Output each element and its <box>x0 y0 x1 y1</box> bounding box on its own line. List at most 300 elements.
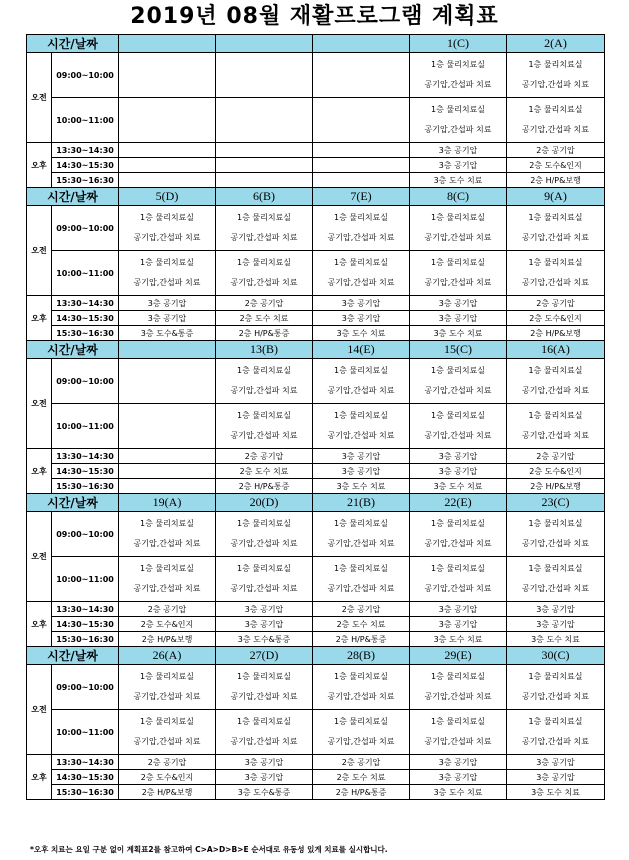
day-header: 22(E) <box>410 494 507 512</box>
am-session-cell <box>119 53 216 98</box>
am-session-cell <box>216 98 313 143</box>
session-location: 1층 물리치료실 <box>528 60 583 69</box>
am-session-cell <box>313 206 410 251</box>
pm-session-cell <box>313 143 410 158</box>
am-session-cell <box>119 251 216 296</box>
am-session-cell <box>507 359 605 404</box>
pm-session-cell: 3층 도수&통증 <box>119 326 216 341</box>
am-slot-row <box>27 665 605 710</box>
pm-slot-row <box>27 326 605 341</box>
pm-session-cell: 3층 도수 치료 <box>410 173 507 188</box>
am-session-cell <box>410 53 507 98</box>
session-treatment: 공기압,간섭파 치료 <box>424 539 492 548</box>
session-location: 1층 물리치료실 <box>431 366 486 375</box>
pm-session-cell: 2층 도수 치료 <box>313 617 410 632</box>
pm-session-cell: 3층 도수&통증 <box>216 632 313 647</box>
pm-session-cell: 3층 공기압 <box>216 755 313 770</box>
time-slot: 13:30~14:30 <box>52 449 119 464</box>
session-treatment: 공기압,간섭파 치료 <box>230 584 298 593</box>
session-location: 1층 물리치료실 <box>237 213 292 222</box>
session-location: 1층 물리치료실 <box>334 258 389 267</box>
pm-slot-row <box>27 311 605 326</box>
pm-session-cell: 3층 도수 치료 <box>313 326 410 341</box>
pm-session-cell: 2층 H/P&보행 <box>119 632 216 647</box>
am-session-cell <box>410 98 507 143</box>
time-slot: 14:30~15:30 <box>52 770 119 785</box>
session-location: 1층 물리치료실 <box>431 411 486 420</box>
session-location: 1층 물리치료실 <box>140 672 195 681</box>
schedule-table <box>26 34 605 800</box>
session-treatment: 공기압,간섭파 치료 <box>133 233 201 242</box>
pm-session-cell <box>216 173 313 188</box>
pm-session-cell: 2층 공기압 <box>119 755 216 770</box>
pm-slot-row <box>27 296 605 311</box>
pm-slot-row <box>27 143 605 158</box>
session-location: 1층 물리치료실 <box>528 366 583 375</box>
session-location: 1층 물리치료실 <box>431 105 486 114</box>
pm-session-cell: 2층 H/P&보행 <box>507 479 605 494</box>
pm-session-cell: 3층 공기압 <box>410 770 507 785</box>
time-date-header: 시간/날짜 <box>27 188 119 206</box>
time-slot: 15:30~16:30 <box>52 479 119 494</box>
session-treatment: 공기압,간섭파 치료 <box>424 233 492 242</box>
am-session-cell <box>507 404 605 449</box>
pm-session-cell <box>119 479 216 494</box>
footnote: *오후 치료는 요일 구분 없이 계획표2를 참고하여 C>A>D>B>E 순서대로 유동성 있게 치료를 실시합니다. <box>30 845 388 854</box>
time-slot: 09:00~10:00 <box>52 665 119 710</box>
session-location: 1층 물리치료실 <box>528 411 583 420</box>
am-slot-row <box>27 359 605 404</box>
session-location: 1층 물리치료실 <box>528 564 583 573</box>
time-slot: 10:00~11:00 <box>52 98 119 143</box>
session-treatment: 공기압,간섭파 치료 <box>327 539 395 548</box>
session-location: 1층 물리치료실 <box>334 366 389 375</box>
pm-session-cell: 3층 공기압 <box>507 755 605 770</box>
session-location: 1층 물리치료실 <box>237 366 292 375</box>
pm-session-cell: 2층 도수&인지 <box>507 464 605 479</box>
am-session-cell <box>410 206 507 251</box>
session-location: 1층 물리치료실 <box>528 213 583 222</box>
session-treatment: 공기압,간섭파 치료 <box>424 80 492 89</box>
session-treatment: 공기압,간섭파 치료 <box>327 278 395 287</box>
pm-slot-row <box>27 755 605 770</box>
pm-session-cell: 3층 공기압 <box>507 617 605 632</box>
pm-session-cell <box>119 143 216 158</box>
pm-session-cell: 3층 공기압 <box>410 296 507 311</box>
am-session-cell <box>313 251 410 296</box>
pm-session-cell: 2층 도수&인지 <box>507 158 605 173</box>
am-session-cell <box>313 557 410 602</box>
week-header-row <box>27 341 605 359</box>
time-slot: 10:00~11:00 <box>52 404 119 449</box>
time-slot: 15:30~16:30 <box>52 785 119 800</box>
am-slot-row <box>27 53 605 98</box>
pm-slot-row <box>27 449 605 464</box>
am-session-cell <box>313 53 410 98</box>
time-slot: 09:00~10:00 <box>52 53 119 98</box>
am-session-cell <box>216 557 313 602</box>
am-session-cell <box>216 53 313 98</box>
pm-session-cell: 3층 도수 치료 <box>410 326 507 341</box>
pm-session-cell: 3층 공기압 <box>410 311 507 326</box>
day-header <box>119 35 216 53</box>
session-location: 1층 물리치료실 <box>140 258 195 267</box>
day-header: 6(B) <box>216 188 313 206</box>
am-session-cell <box>507 665 605 710</box>
session-location: 1층 물리치료실 <box>334 519 389 528</box>
week-header-row <box>27 35 605 53</box>
am-session-cell <box>119 359 216 404</box>
session-treatment: 공기압,간섭파 치료 <box>230 431 298 440</box>
pm-session-cell: 2층 H/P&통증 <box>313 785 410 800</box>
session-location: 1층 물리치료실 <box>334 717 389 726</box>
am-session-cell <box>313 359 410 404</box>
period-am-label: 오전 <box>27 512 52 602</box>
day-header: 15(C) <box>410 341 507 359</box>
session-treatment: 공기압,간섭파 치료 <box>522 278 589 287</box>
session-location: 1층 물리치료실 <box>237 564 292 573</box>
period-pm-label: 오후 <box>27 143 52 188</box>
pm-session-cell: 2층 도수&인지 <box>119 617 216 632</box>
am-session-cell <box>507 53 605 98</box>
pm-slot-row <box>27 173 605 188</box>
pm-session-cell: 3층 공기압 <box>410 602 507 617</box>
session-treatment: 공기압,간섭파 치료 <box>522 386 589 395</box>
pm-session-cell <box>119 158 216 173</box>
session-treatment: 공기압,간섭파 치료 <box>327 692 395 701</box>
day-header: 28(B) <box>313 647 410 665</box>
pm-session-cell: 2층 공기압 <box>313 602 410 617</box>
time-slot: 15:30~16:30 <box>52 173 119 188</box>
session-location: 1층 물리치료실 <box>237 411 292 420</box>
pm-session-cell: 2층 도수 치료 <box>216 464 313 479</box>
period-pm-label: 오후 <box>27 449 52 494</box>
session-location: 1층 물리치료실 <box>140 717 195 726</box>
pm-session-cell: 3층 공기압 <box>216 617 313 632</box>
session-location: 1층 물리치료실 <box>334 411 389 420</box>
pm-session-cell: 3층 공기압 <box>410 449 507 464</box>
session-location: 1층 물리치료실 <box>431 564 486 573</box>
time-slot: 09:00~10:00 <box>52 359 119 404</box>
am-session-cell <box>216 404 313 449</box>
pm-slot-row <box>27 464 605 479</box>
week-header-row <box>27 647 605 665</box>
am-session-cell <box>507 557 605 602</box>
time-slot: 09:00~10:00 <box>52 512 119 557</box>
pm-session-cell: 2층 도수 치료 <box>313 770 410 785</box>
pm-session-cell: 3층 공기압 <box>119 296 216 311</box>
pm-session-cell: 2층 공기압 <box>216 296 313 311</box>
pm-session-cell <box>216 143 313 158</box>
day-header <box>216 35 313 53</box>
pm-session-cell: 3층 공기압 <box>507 770 605 785</box>
pm-session-cell: 3층 공기압 <box>410 755 507 770</box>
session-treatment: 공기압,간섭파 치료 <box>230 692 298 701</box>
period-am-label: 오전 <box>27 53 52 143</box>
time-slot: 15:30~16:30 <box>52 326 119 341</box>
pm-session-cell: 3층 공기압 <box>507 602 605 617</box>
am-session-cell <box>313 404 410 449</box>
session-location: 1층 물리치료실 <box>431 213 486 222</box>
am-slot-row <box>27 98 605 143</box>
session-treatment: 공기압,간섭파 치료 <box>424 125 492 134</box>
time-slot: 14:30~15:30 <box>52 617 119 632</box>
pm-session-cell: 2층 공기압 <box>507 143 605 158</box>
pm-slot-row <box>27 785 605 800</box>
am-slot-row <box>27 404 605 449</box>
session-location: 1층 물리치료실 <box>528 717 583 726</box>
pm-session-cell: 3층 도수 치료 <box>507 785 605 800</box>
day-header: 21(B) <box>313 494 410 512</box>
time-slot: 10:00~11:00 <box>52 710 119 755</box>
am-session-cell <box>216 665 313 710</box>
session-treatment: 공기압,간섭파 치료 <box>424 386 492 395</box>
session-treatment: 공기압,간섭파 치료 <box>522 125 589 134</box>
am-session-cell <box>410 251 507 296</box>
session-treatment: 공기압,간섭파 치료 <box>133 737 201 746</box>
day-header <box>119 341 216 359</box>
pm-session-cell <box>119 464 216 479</box>
time-slot: 15:30~16:30 <box>52 632 119 647</box>
pm-slot-row <box>27 617 605 632</box>
session-treatment: 공기압,간섭파 치료 <box>522 584 589 593</box>
pm-session-cell: 3층 공기압 <box>313 311 410 326</box>
time-date-header: 시간/날짜 <box>27 494 119 512</box>
pm-session-cell: 3층 공기압 <box>410 617 507 632</box>
time-date-header: 시간/날짜 <box>27 35 119 53</box>
day-header: 14(E) <box>313 341 410 359</box>
pm-session-cell: 2층 H/P&보행 <box>119 785 216 800</box>
session-treatment: 공기압,간섭파 치료 <box>424 737 492 746</box>
pm-session-cell: 3층 공기압 <box>313 296 410 311</box>
pm-slot-row <box>27 632 605 647</box>
session-location: 1층 물리치료실 <box>140 519 195 528</box>
session-treatment: 공기압,간섭파 치료 <box>133 692 201 701</box>
am-session-cell <box>410 710 507 755</box>
session-treatment: 공기압,간섭파 치료 <box>522 692 589 701</box>
am-slot-row <box>27 206 605 251</box>
session-treatment: 공기압,간섭파 치료 <box>327 737 395 746</box>
am-session-cell <box>507 206 605 251</box>
session-location: 1층 물리치료실 <box>140 213 195 222</box>
session-location: 1층 물리치료실 <box>528 519 583 528</box>
period-pm-label: 오후 <box>27 602 52 647</box>
am-session-cell <box>119 206 216 251</box>
pm-session-cell: 2층 H/P&보행 <box>507 173 605 188</box>
am-slot-row <box>27 557 605 602</box>
session-location: 1층 물리치료실 <box>237 258 292 267</box>
time-slot: 14:30~15:30 <box>52 311 119 326</box>
am-session-cell <box>313 710 410 755</box>
am-session-cell <box>410 557 507 602</box>
time-slot: 10:00~11:00 <box>52 251 119 296</box>
session-treatment: 공기압,간섭파 치료 <box>522 233 589 242</box>
pm-slot-row <box>27 479 605 494</box>
pm-session-cell: 2층 공기압 <box>313 755 410 770</box>
am-session-cell <box>410 359 507 404</box>
time-slot: 14:30~15:30 <box>52 464 119 479</box>
pm-session-cell: 3층 도수&통증 <box>216 785 313 800</box>
session-treatment: 공기압,간섭파 치료 <box>424 692 492 701</box>
day-header: 27(D) <box>216 647 313 665</box>
time-slot: 13:30~14:30 <box>52 755 119 770</box>
am-session-cell <box>216 359 313 404</box>
time-slot: 14:30~15:30 <box>52 158 119 173</box>
pm-session-cell: 3층 도수 치료 <box>410 632 507 647</box>
day-header: 8(C) <box>410 188 507 206</box>
session-location: 1층 물리치료실 <box>528 258 583 267</box>
pm-session-cell: 2층 도수 치료 <box>216 311 313 326</box>
am-session-cell <box>216 512 313 557</box>
session-location: 1층 물리치료실 <box>334 213 389 222</box>
session-location: 1층 물리치료실 <box>431 60 486 69</box>
pm-session-cell: 3층 도수 치료 <box>507 632 605 647</box>
am-session-cell <box>410 512 507 557</box>
pm-session-cell: 2층 도수&인지 <box>119 770 216 785</box>
session-location: 1층 물리치료실 <box>334 564 389 573</box>
pm-session-cell: 3층 공기압 <box>410 464 507 479</box>
session-treatment: 공기압,간섭파 치료 <box>424 584 492 593</box>
session-treatment: 공기압,간섭파 치료 <box>522 431 589 440</box>
am-session-cell <box>507 98 605 143</box>
am-session-cell <box>216 251 313 296</box>
pm-session-cell: 3층 공기압 <box>119 311 216 326</box>
pm-session-cell: 2층 공기압 <box>216 449 313 464</box>
session-treatment: 공기압,간섭파 치료 <box>522 737 589 746</box>
pm-slot-row <box>27 158 605 173</box>
pm-session-cell: 2층 H/P&보행 <box>507 326 605 341</box>
pm-session-cell <box>119 449 216 464</box>
am-session-cell <box>507 251 605 296</box>
session-location: 1층 물리치료실 <box>431 672 486 681</box>
session-treatment: 공기압,간섭파 치료 <box>424 431 492 440</box>
period-am-label: 오전 <box>27 359 52 449</box>
session-treatment: 공기압,간섭파 치료 <box>133 539 201 548</box>
week-header-row <box>27 188 605 206</box>
am-session-cell <box>119 557 216 602</box>
pm-session-cell <box>216 158 313 173</box>
session-treatment: 공기압,간섭파 치료 <box>230 539 298 548</box>
session-treatment: 공기압,간섭파 치료 <box>133 278 201 287</box>
time-slot: 09:00~10:00 <box>52 206 119 251</box>
time-slot: 13:30~14:30 <box>52 143 119 158</box>
session-location: 1층 물리치료실 <box>140 564 195 573</box>
pm-session-cell: 3층 공기압 <box>410 143 507 158</box>
session-location: 1층 물리치료실 <box>334 672 389 681</box>
pm-session-cell <box>119 173 216 188</box>
session-treatment: 공기압,간섭파 치료 <box>230 233 298 242</box>
day-header: 2(A) <box>507 35 605 53</box>
day-header: 16(A) <box>507 341 605 359</box>
day-header: 30(C) <box>507 647 605 665</box>
pm-session-cell <box>313 173 410 188</box>
pm-slot-row <box>27 770 605 785</box>
pm-session-cell: 3층 도수 치료 <box>313 479 410 494</box>
am-session-cell <box>216 206 313 251</box>
pm-session-cell <box>313 158 410 173</box>
am-slot-row <box>27 710 605 755</box>
am-session-cell <box>119 404 216 449</box>
day-header: 19(A) <box>119 494 216 512</box>
pm-slot-row <box>27 602 605 617</box>
am-session-cell <box>507 512 605 557</box>
session-location: 1층 물리치료실 <box>431 519 486 528</box>
session-treatment: 공기압,간섭파 치료 <box>230 737 298 746</box>
pm-session-cell: 2층 공기압 <box>119 602 216 617</box>
pm-session-cell: 3층 공기압 <box>313 449 410 464</box>
time-slot: 13:30~14:30 <box>52 296 119 311</box>
am-session-cell <box>119 98 216 143</box>
pm-session-cell: 2층 공기압 <box>507 296 605 311</box>
period-am-label: 오전 <box>27 665 52 755</box>
week-header-row <box>27 494 605 512</box>
session-location: 1층 물리치료실 <box>431 717 486 726</box>
day-header: 20(D) <box>216 494 313 512</box>
pm-session-cell: 3층 공기압 <box>216 770 313 785</box>
day-header: 23(C) <box>507 494 605 512</box>
session-treatment: 공기압,간섭파 치료 <box>522 80 589 89</box>
session-treatment: 공기압,간섭파 치료 <box>230 278 298 287</box>
pm-session-cell: 2층 도수&인지 <box>507 311 605 326</box>
day-header <box>313 35 410 53</box>
period-pm-label: 오후 <box>27 755 52 800</box>
session-treatment: 공기압,간섭파 치료 <box>327 431 395 440</box>
day-header: 13(B) <box>216 341 313 359</box>
session-treatment: 공기압,간섭파 치료 <box>327 584 395 593</box>
pm-session-cell: 3층 도수 치료 <box>410 785 507 800</box>
day-header: 7(E) <box>313 188 410 206</box>
session-treatment: 공기압,간섭파 치료 <box>133 584 201 593</box>
am-session-cell <box>119 512 216 557</box>
pm-session-cell: 3층 공기압 <box>313 464 410 479</box>
pm-session-cell: 2층 공기압 <box>507 449 605 464</box>
am-session-cell <box>313 98 410 143</box>
day-header: 5(D) <box>119 188 216 206</box>
time-date-header: 시간/날짜 <box>27 341 119 359</box>
session-treatment: 공기압,간섭파 치료 <box>522 539 589 548</box>
am-session-cell <box>119 665 216 710</box>
session-treatment: 공기압,간섭파 치료 <box>327 233 395 242</box>
session-location: 1층 물리치료실 <box>528 672 583 681</box>
pm-session-cell: 2층 H/P&통증 <box>313 632 410 647</box>
session-treatment: 공기압,간섭파 치료 <box>230 386 298 395</box>
pm-session-cell: 3층 도수 치료 <box>410 479 507 494</box>
am-session-cell <box>313 665 410 710</box>
pm-session-cell: 3층 공기압 <box>216 602 313 617</box>
pm-session-cell: 2층 H/P&통증 <box>216 326 313 341</box>
day-header: 29(E) <box>410 647 507 665</box>
period-pm-label: 오후 <box>27 296 52 341</box>
day-header: 1(C) <box>410 35 507 53</box>
session-treatment: 공기압,간섭파 치료 <box>424 278 492 287</box>
day-header: 9(A) <box>507 188 605 206</box>
time-slot: 13:30~14:30 <box>52 602 119 617</box>
am-session-cell <box>313 512 410 557</box>
page-title: 2019년 08월 재활프로그램 계획표 <box>130 4 499 29</box>
session-location: 1층 물리치료실 <box>237 717 292 726</box>
am-session-cell <box>216 710 313 755</box>
session-location: 1층 물리치료실 <box>237 672 292 681</box>
time-date-header: 시간/날짜 <box>27 647 119 665</box>
am-slot-row <box>27 251 605 296</box>
am-slot-row <box>27 512 605 557</box>
pm-session-cell: 2층 H/P&통증 <box>216 479 313 494</box>
session-location: 1층 물리치료실 <box>431 258 486 267</box>
session-location: 1층 물리치료실 <box>528 105 583 114</box>
am-session-cell <box>507 710 605 755</box>
am-session-cell <box>410 404 507 449</box>
day-header: 26(A) <box>119 647 216 665</box>
